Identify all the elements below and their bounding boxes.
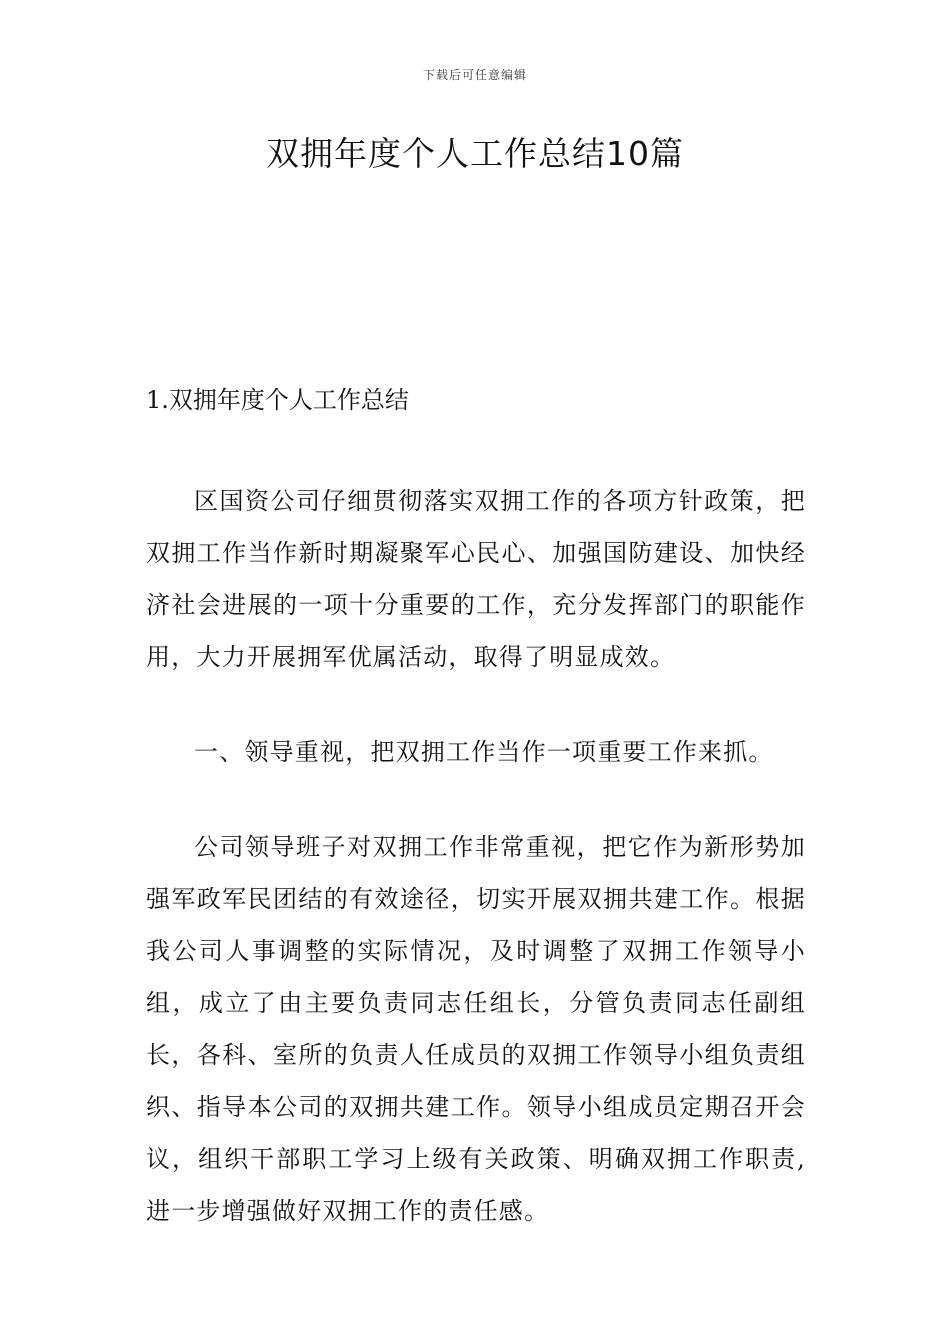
document-title: 双拥年度个人工作总结10篇 xyxy=(266,134,684,173)
document-body xyxy=(146,378,806,1237)
paragraph-intro: 区国资公司仔细贯彻落实双拥工作的各项方针政策，把双拥工作当作新时期凝聚军心民心、加强国防建设、加快经济社会进展的一项十分重要的工作，充分发挥部门的职能作用，大力开展拥军优属活动，取得了明显成效。 xyxy=(146,487,806,671)
section-heading: 1.双拥年度个人工作总结 xyxy=(146,386,409,414)
paragraph-subheading: 一、领导重视，把双拥工作当作一项重要工作来抓。 xyxy=(194,738,774,766)
header-note: 下载后可任意编辑 xyxy=(422,68,527,82)
paragraph-leadership: 公司领导班子对双拥工作非常重视，把它作为新形势加强军政军民团结的有效途径，切实开展双拥共建工作。根据我公司人事调整的实际情况，及时调整了双拥工作领导小组，成立了由主要负责同志任组长，分管负责同志任副组长，各科、室所的负责人任成员的双拥工作领导小组负责组织、指导本公司的双拥共建工作。领导小组成员定期召开会议，组织干部职工学习上级有关政策、明确双拥工作职责,进一步增强做好双拥工作的责任感。 xyxy=(146,833,806,1225)
